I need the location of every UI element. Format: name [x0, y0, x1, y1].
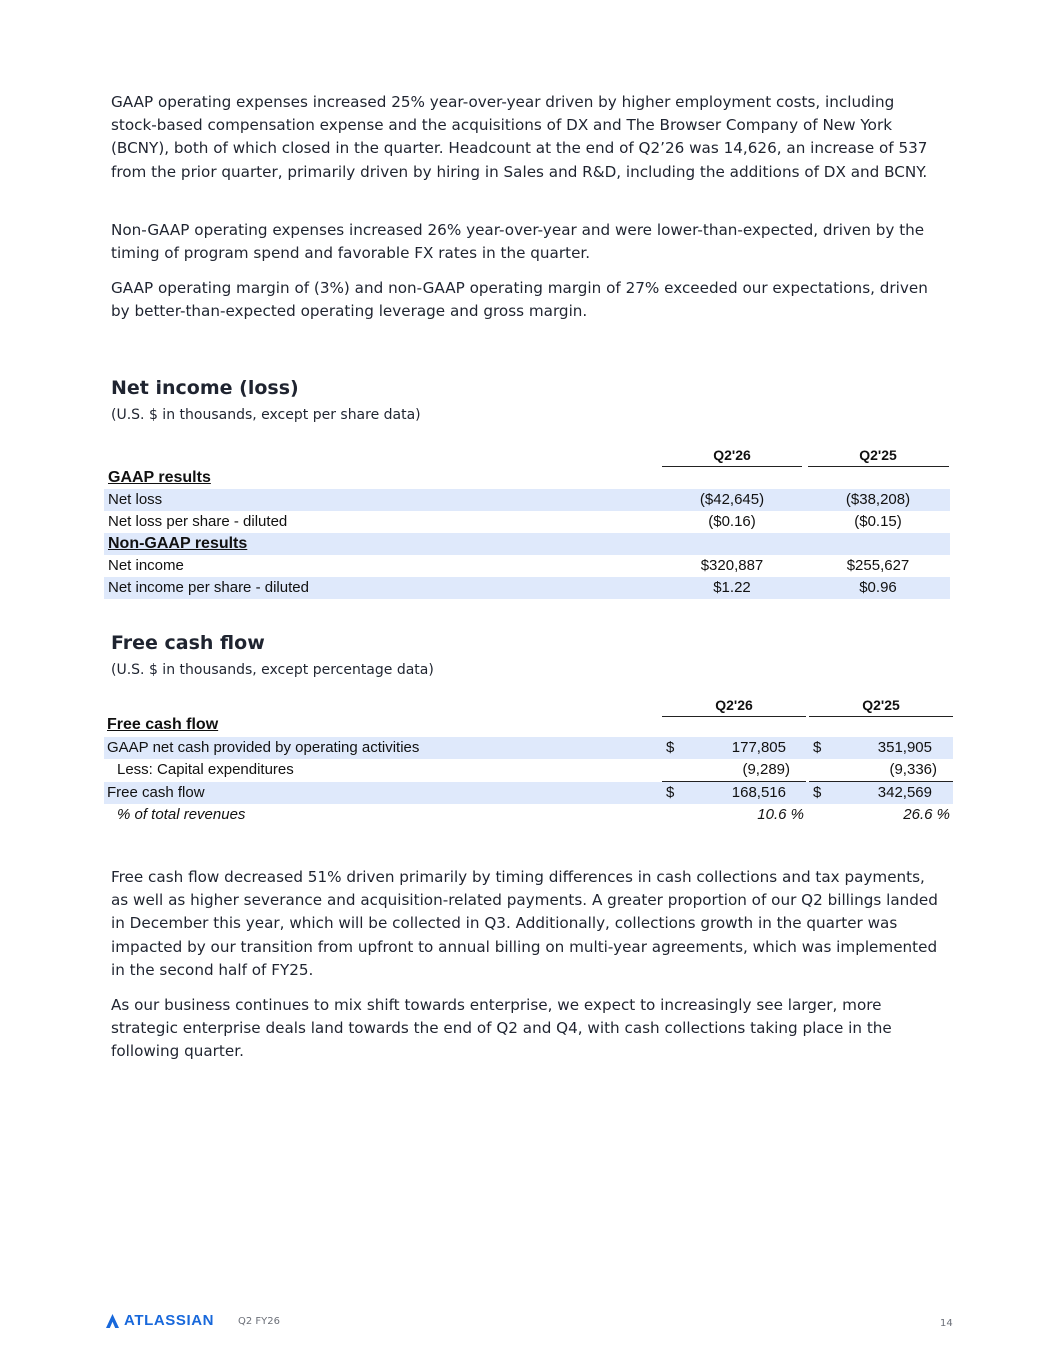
currency-q2-26: $	[666, 784, 675, 801]
paragraph-operating-margin: GAAP operating margin of (3%) and non-GAAP operating margin of 27% exceeded our expectations, driven by better-than-expected operating leverage and gross margin.	[111, 279, 928, 321]
table-row	[104, 759, 953, 781]
row-label: GAAP net cash provided by operating activities	[107, 739, 420, 756]
value-q2-25: 351,905	[877, 739, 932, 756]
row-label: Less: Capital expenditures	[117, 761, 294, 778]
paragraph-operating-expenses: GAAP operating expenses increased 25% year-over-year driven by higher employment costs, including stock-based compensation expense and the acquisitions of DX and The Browser Company of New York (BCNY), both of which closed in the quarter. Headcount at the end of Q2’26 was 14,626, an increase of 537 from the prior quarter, primarily driven by hiring in Sales and R&D, including the additions of DX and BCNY.	[111, 93, 928, 181]
row-label: Net loss	[108, 491, 163, 508]
column-header-q2-26: Q2'26	[715, 697, 753, 713]
net-income-table	[104, 444, 950, 602]
group-row-non-gaap	[104, 533, 950, 555]
row-label: Free cash flow	[107, 784, 205, 801]
free-cash-flow-heading: Free cash flow	[107, 716, 219, 733]
column-header-q2-26: Q2'26	[713, 447, 751, 463]
table-row	[104, 555, 950, 577]
currency-q2-26: $	[666, 739, 675, 756]
value-q2-25: 342,569	[877, 784, 932, 801]
table-row	[104, 737, 953, 759]
value-q2-26: (9,289)	[742, 761, 790, 778]
value-q2-25: $0.96	[859, 579, 897, 596]
row-label: Net loss per share - diluted	[108, 513, 288, 530]
free-cash-flow-subtitle: (U.S. $ in thousands, except percentage data)	[111, 662, 434, 678]
page-number: 14	[940, 1318, 953, 1329]
gaap-results-heading: GAAP results	[108, 469, 211, 486]
row-label: Net income	[108, 557, 184, 574]
table-row	[104, 804, 953, 826]
currency-q2-25: $	[813, 784, 822, 801]
paragraph-non-gaap-expenses: Non-GAAP operating expenses increased 26% year-over-year and were lower-than-expected, driven by the timing of program spend and favorable FX rates in the quarter.	[111, 221, 925, 263]
paragraph-enterprise-mix: As our business continues to mix shift towards enterprise, we expect to increasingly see larger, more strategic enterprise deals land towards the end of Q2 and Q4, with cash collections taking place in the following quarter.	[111, 996, 892, 1061]
table-row	[104, 489, 950, 511]
value-q2-26: ($0.16)	[708, 513, 756, 530]
column-header-q2-25: Q2'25	[862, 697, 900, 713]
value-q2-26: $320,887	[700, 557, 764, 574]
atlassian-logo	[106, 1312, 214, 1329]
value-q2-26: $1.22	[713, 579, 751, 596]
currency-q2-25: $	[813, 739, 822, 756]
atlassian-mark-icon	[106, 1314, 119, 1328]
value-q2-26: 168,516	[731, 784, 786, 801]
value-q2-25: $255,627	[846, 557, 910, 574]
value-q2-26: 10.6 %	[757, 806, 804, 823]
value-q2-26: ($42,645)	[699, 491, 765, 508]
non-gaap-results-heading: Non-GAAP results	[108, 535, 248, 552]
table-row	[104, 782, 953, 804]
free-cash-flow-table	[104, 694, 953, 828]
net-income-title: Net income (loss)	[111, 377, 299, 399]
value-q2-26: 177,805	[731, 739, 786, 756]
group-row-free-cash-flow	[104, 714, 953, 736]
group-row-gaap	[104, 467, 950, 489]
column-header-q2-25: Q2'25	[859, 447, 897, 463]
paragraph-free-cash-flow-decrease: Free cash flow decreased 51% driven primarily by timing differences in cash collections and tax payments, as well as higher severance and acquisition-related payments. A greater proportion of our Q2 billings landed in December this year, which will be collected in Q3. Additionally, collections growth in the quarter was impacted by our transition from upfront to annual billing on multi-year agreements, which was implemented in the second half of FY25.	[111, 868, 938, 979]
value-q2-25: ($0.15)	[854, 513, 902, 530]
footer-period: Q2 FY26	[238, 1316, 280, 1327]
table-row	[104, 511, 950, 533]
value-q2-25: 26.6 %	[903, 806, 950, 823]
value-q2-25: (9,336)	[889, 761, 937, 778]
net-income-subtitle: (U.S. $ in thousands, except per share data)	[111, 407, 421, 423]
value-q2-25: ($38,208)	[845, 491, 911, 508]
table-row	[104, 577, 950, 599]
free-cash-flow-title: Free cash flow	[111, 632, 265, 654]
row-label: Net income per share - diluted	[108, 579, 309, 596]
atlassian-wordmark: ATLASSIAN	[124, 1312, 215, 1329]
row-label: % of total revenues	[117, 806, 246, 823]
